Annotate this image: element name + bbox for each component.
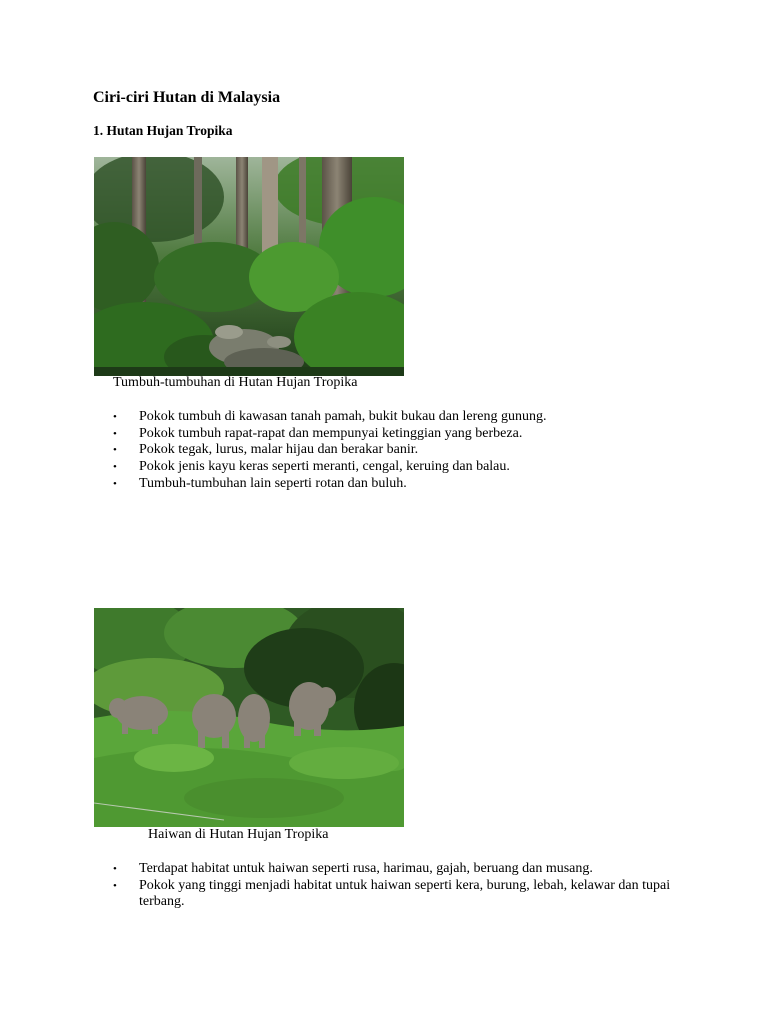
list-item <box>110 409 700 426</box>
vegetation-bullet-list <box>110 409 700 493</box>
list-item-text: Pokok jenis kayu keras seperti meranti, cengal, keruing dan balau. <box>139 459 510 475</box>
figure-caption: Haiwan di Hutan Hujan Tropika <box>148 827 329 842</box>
list-item-text: Pokok tegak, lurus, malar hijau dan berakar banir. <box>139 442 419 458</box>
bullet-icon: • <box>113 879 117 892</box>
section-heading: 1. Hutan Hujan Tropika <box>93 123 233 138</box>
list-item-text: Terdapat habitat untuk haiwan seperti rusa, harimau, gajah, beruang dan musang. <box>139 861 593 876</box>
list-item <box>110 442 700 459</box>
list-item <box>110 878 700 911</box>
document-title: Ciri-ciri Hutan di Malaysia <box>93 89 281 106</box>
rainforest-illustration <box>94 157 404 376</box>
bullet-icon: • <box>113 477 117 490</box>
list-item <box>110 476 700 493</box>
figure-caption: Tumbuh-tumbuhan di Hutan Hujan Tropika <box>113 375 358 390</box>
list-item <box>110 861 700 878</box>
rainforest-photo <box>94 157 404 376</box>
list-item-text: Pokok tumbuh rapat-rapat dan mempunyai ketinggian yang berbeza. <box>139 425 523 441</box>
list-item <box>110 426 700 443</box>
list-item-text: Tumbuh-tumbuhan lain seperti rotan dan buluh. <box>139 475 407 491</box>
bullet-icon: • <box>113 461 117 474</box>
list-item-text: Pokok tumbuh di kawasan tanah pamah, bukit bukau dan lereng gunung. <box>139 409 547 424</box>
bullet-icon: • <box>113 863 117 875</box>
fauna-bullet-list <box>110 861 700 911</box>
list-item <box>110 459 700 476</box>
list-item-text: Pokok yang tinggi menjadi habitat untuk haiwan seperti kera, burung, lebah, kelawar dan tupai terbang. <box>139 877 671 910</box>
elephants-photo <box>94 608 404 827</box>
elephants-illustration <box>94 608 404 827</box>
bullet-icon: • <box>113 411 117 423</box>
bullet-icon: • <box>113 444 117 457</box>
bullet-icon: • <box>113 427 117 440</box>
